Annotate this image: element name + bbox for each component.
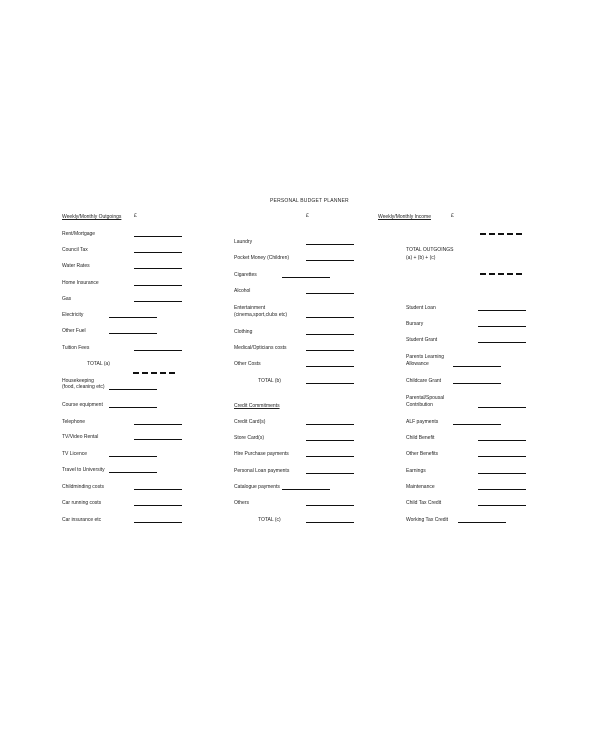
outgoing-label: Medical/Opticians costs: [234, 345, 287, 351]
amount-line[interactable]: [453, 383, 501, 384]
amount-line[interactable]: [478, 310, 526, 311]
total-a-label: TOTAL (a): [87, 361, 110, 367]
outgoing-label: Pocket Money (Children): [234, 255, 290, 261]
outgoing-label: Gas: [62, 296, 72, 302]
amount-line[interactable]: [478, 407, 526, 408]
outgoing-label: Cigarettes: [234, 272, 257, 278]
amount-line[interactable]: [306, 293, 354, 294]
amount-line[interactable]: [306, 350, 354, 351]
income-label: Parental/Spousal: [406, 395, 445, 401]
amount-line[interactable]: [282, 277, 330, 278]
total-outgoings-label: TOTAL OUTGOINGS: [406, 247, 454, 253]
income-label: Child Benefit: [406, 435, 435, 441]
income-label: Working Tax Credit: [406, 517, 449, 523]
page-title: PERSONAL BUDGET PLANNER: [270, 198, 349, 204]
income-label-detail: Allowance: [406, 361, 429, 367]
amount-line[interactable]: [134, 268, 182, 269]
outgoing-label: Rent/Mortgage: [62, 231, 96, 237]
amount-line[interactable]: [134, 236, 182, 237]
credit-label: Personal Loan payments: [234, 468, 290, 474]
amount-line[interactable]: [109, 333, 157, 334]
credit-label: Others: [234, 500, 250, 506]
credit-label: Store Card(s): [234, 435, 265, 441]
amount-line[interactable]: [306, 366, 354, 367]
income-label-detail: Contribution: [406, 402, 433, 408]
amount-line[interactable]: [134, 505, 182, 506]
outgoing-label: Course equipment: [62, 402, 103, 408]
amount-line[interactable]: [134, 301, 182, 302]
outgoing-label: Clothing: [234, 329, 253, 335]
income-label: Student Grant: [406, 337, 438, 343]
income-label: Bursary: [406, 321, 424, 327]
outgoing-label: Electricity: [62, 312, 84, 318]
income-label: Childcare Grant: [406, 378, 442, 384]
amount-line[interactable]: [306, 244, 354, 245]
income-label: Child Tax Credit: [406, 500, 442, 506]
total-outgoings-line[interactable]: [480, 273, 522, 275]
amount-line[interactable]: [478, 505, 526, 506]
amount-line[interactable]: [134, 424, 182, 425]
outgoing-label: Council Tax: [62, 247, 88, 253]
outgoing-label: Travel to University: [62, 467, 105, 473]
amount-line[interactable]: [453, 366, 501, 367]
total-b-line[interactable]: [306, 383, 354, 384]
outgoings-heading: Weekly/Monthly Outgoings: [62, 214, 122, 220]
amount-line[interactable]: [109, 317, 157, 318]
amount-line[interactable]: [109, 407, 157, 408]
currency-symbol-1: £: [134, 213, 137, 219]
amount-line[interactable]: [306, 260, 354, 261]
income-label: Parents Learning: [406, 354, 445, 360]
income-heading: Weekly/Monthly Income: [378, 214, 431, 220]
total-c-label: TOTAL (c): [258, 517, 281, 523]
outgoing-label: Other Costs: [234, 361, 261, 367]
amount-line[interactable]: [134, 350, 182, 351]
amount-line[interactable]: [134, 285, 182, 286]
currency-symbol-2: £: [306, 213, 309, 219]
outgoing-label-detail: (food, cleaning etc): [62, 384, 105, 390]
amount-line[interactable]: [478, 326, 526, 327]
income-label: Other Benefits: [406, 451, 438, 457]
credit-label: Credit Card(s): [234, 419, 266, 425]
amount-line[interactable]: [458, 522, 506, 523]
amount-line[interactable]: [134, 489, 182, 490]
outgoing-label: Telephone: [62, 419, 86, 425]
credit-commitments-heading: Credit Commitments: [234, 403, 280, 409]
outgoing-label: Car running costs: [62, 500, 102, 506]
outgoing-label: Tuition Fees: [62, 345, 90, 351]
outgoing-label: Alcohol: [234, 288, 251, 294]
total-b-label: TOTAL (b): [258, 378, 281, 384]
income-top-line[interactable]: [480, 233, 522, 235]
amount-line[interactable]: [134, 522, 182, 523]
income-label: ALF payments: [406, 419, 439, 425]
amount-line[interactable]: [478, 440, 526, 441]
amount-line[interactable]: [478, 342, 526, 343]
amount-line[interactable]: [306, 334, 354, 335]
total-a-line[interactable]: [133, 372, 175, 374]
amount-line[interactable]: [453, 424, 501, 425]
amount-line[interactable]: [306, 317, 354, 318]
outgoing-label: Home Insurance: [62, 280, 99, 286]
outgoing-label: Laundry: [234, 239, 253, 245]
outgoing-label: TV/Video Rental: [62, 434, 99, 440]
amount-line[interactable]: [478, 473, 526, 474]
income-label: Earnings: [406, 468, 426, 474]
total-outgoings-formula: (a) + (b) + (c): [406, 255, 436, 261]
currency-symbol-3: £: [451, 213, 454, 219]
amount-line[interactable]: [109, 456, 157, 457]
outgoing-label: Water Rates: [62, 263, 90, 269]
amount-line[interactable]: [478, 456, 526, 457]
amount-line[interactable]: [306, 424, 354, 425]
outgoing-label-detail: (cinema,sport,clubs etc): [234, 312, 288, 318]
income-label: Maintenance: [406, 484, 435, 490]
outgoing-label: TV Licence: [62, 451, 88, 457]
amount-line[interactable]: [306, 440, 354, 441]
outgoing-label: Other Fuel: [62, 328, 86, 334]
total-c-line[interactable]: [306, 522, 354, 523]
amount-line[interactable]: [134, 252, 182, 253]
amount-line[interactable]: [109, 472, 157, 473]
amount-line[interactable]: [134, 439, 182, 440]
amount-line[interactable]: [478, 489, 526, 490]
outgoing-label: Childminding costs: [62, 484, 104, 490]
amount-line[interactable]: [306, 456, 354, 457]
credit-label: Catalogue payments: [234, 484, 280, 490]
income-label: Student Loan: [406, 305, 436, 311]
credit-label: Hire Purchase payments: [234, 451, 289, 457]
outgoing-label: Car insurance etc: [62, 517, 102, 523]
outgoing-label: Housekeeping: [62, 378, 94, 384]
amount-line[interactable]: [109, 389, 157, 390]
outgoing-label: Entertainment: [234, 305, 266, 311]
amount-line[interactable]: [306, 473, 354, 474]
amount-line[interactable]: [306, 505, 354, 506]
amount-line[interactable]: [282, 489, 330, 490]
